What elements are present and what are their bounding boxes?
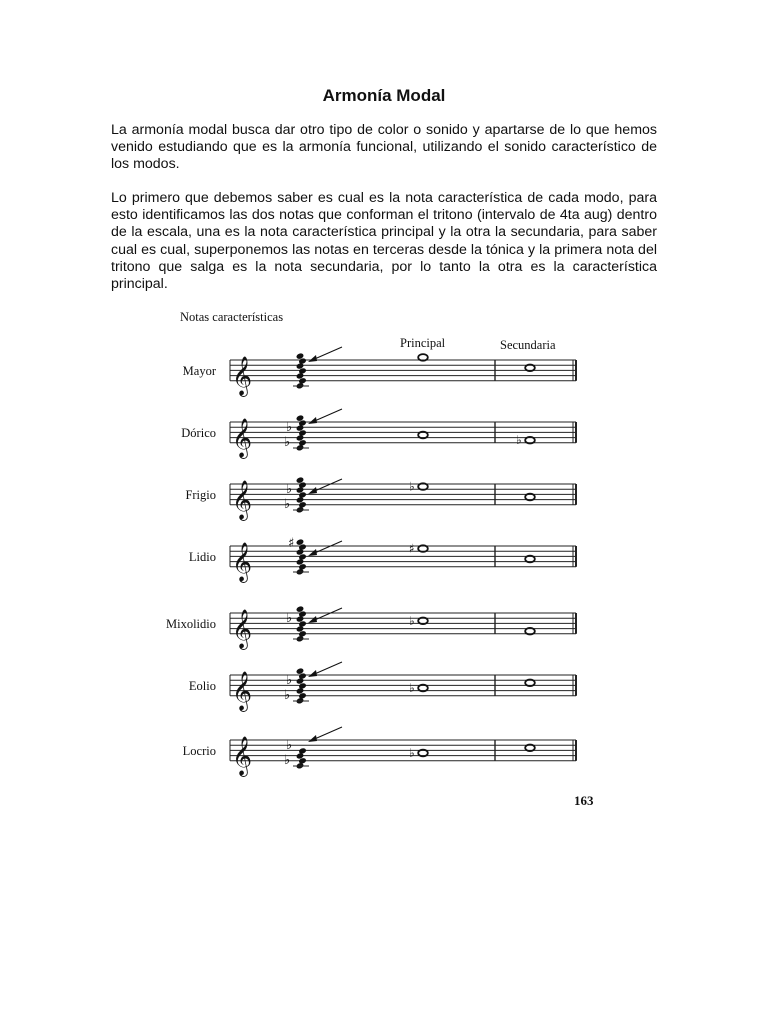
treble-clef-icon: 𝄞: [232, 541, 253, 582]
flat-icon: ♭: [286, 673, 293, 688]
mode-label: Locrio: [182, 744, 216, 758]
arrow-head: [308, 417, 317, 424]
page-number: 163: [574, 793, 594, 808]
flat-icon: ♭: [286, 738, 293, 753]
principal-accidental: ♭: [409, 746, 415, 760]
staff-row: [230, 727, 576, 777]
paragraph-intro: La armonía modal busca dar otro tipo de color o sonido y apartarse de lo que hemos venido estudiando que es la armonía funcional, utilizando el sonido característico de los modos.: [111, 122, 657, 173]
arrow-head: [308, 355, 317, 362]
staff-row: [230, 662, 576, 712]
staff-row: [230, 409, 576, 459]
treble-clef-icon: 𝄞: [232, 670, 253, 711]
page-title: Armonía Modal: [322, 86, 446, 105]
mode-label: Dórico: [181, 426, 216, 440]
staff-row: [230, 605, 576, 649]
paragraph-tritone: Lo primero que debemos saber es cual es la nota característica de cada modo, para esto identificamos las dos notas que conforman el tritono (intervalo de 4ta aug) dentro de la escala, una es la nota característica principal y la otra la secundaria, para saber cual es cual, superponemos las notas en terceras desde la tónica y la primera nota del tritono que salga es la nota secundaria, por lo tanto la otra es la característica principal.: [111, 190, 657, 293]
flat-icon: ♭: [286, 482, 293, 497]
staff-row: [230, 347, 576, 397]
treble-clef-icon: 𝄞: [232, 355, 253, 396]
figure-label: Notas características: [180, 310, 284, 324]
treble-clef-icon: 𝄞: [232, 417, 253, 458]
mode-label: Mayor: [182, 364, 216, 378]
arrow-head: [308, 616, 317, 623]
secundaria-accidental: ♭: [516, 433, 522, 448]
mode-label: Eolio: [188, 679, 216, 693]
arrow-head: [308, 549, 317, 556]
mode-label: Lidio: [188, 550, 216, 564]
flat-icon: ♭: [284, 688, 291, 703]
column-principal-header: Principal: [400, 336, 446, 350]
principal-accidental: ♭: [409, 681, 415, 695]
arrow-head: [308, 487, 317, 494]
staff-row: [230, 476, 576, 520]
treble-clef-icon: 𝄞: [232, 735, 253, 776]
staff-row: [230, 536, 576, 583]
column-secundaria-header: Secundaria: [500, 338, 556, 352]
flat-icon: ♭: [286, 420, 293, 435]
treble-clef-icon: 𝄞: [232, 479, 253, 520]
flat-icon: ♭: [284, 497, 291, 512]
principal-accidental: ♭: [409, 613, 415, 628]
treble-clef-icon: 𝄞: [232, 608, 253, 649]
arrow-head: [308, 670, 317, 677]
principal-accidental: ♯: [409, 541, 415, 556]
flat-icon: ♭: [284, 753, 291, 768]
flat-icon: ♭: [286, 611, 293, 626]
principal-accidental: ♭: [409, 479, 415, 494]
sharp-icon: ♯: [288, 536, 295, 551]
mode-label: Frigio: [185, 488, 216, 502]
mode-label: Mixolidio: [165, 617, 216, 631]
flat-icon: ♭: [284, 435, 291, 450]
arrow-head: [308, 735, 317, 742]
